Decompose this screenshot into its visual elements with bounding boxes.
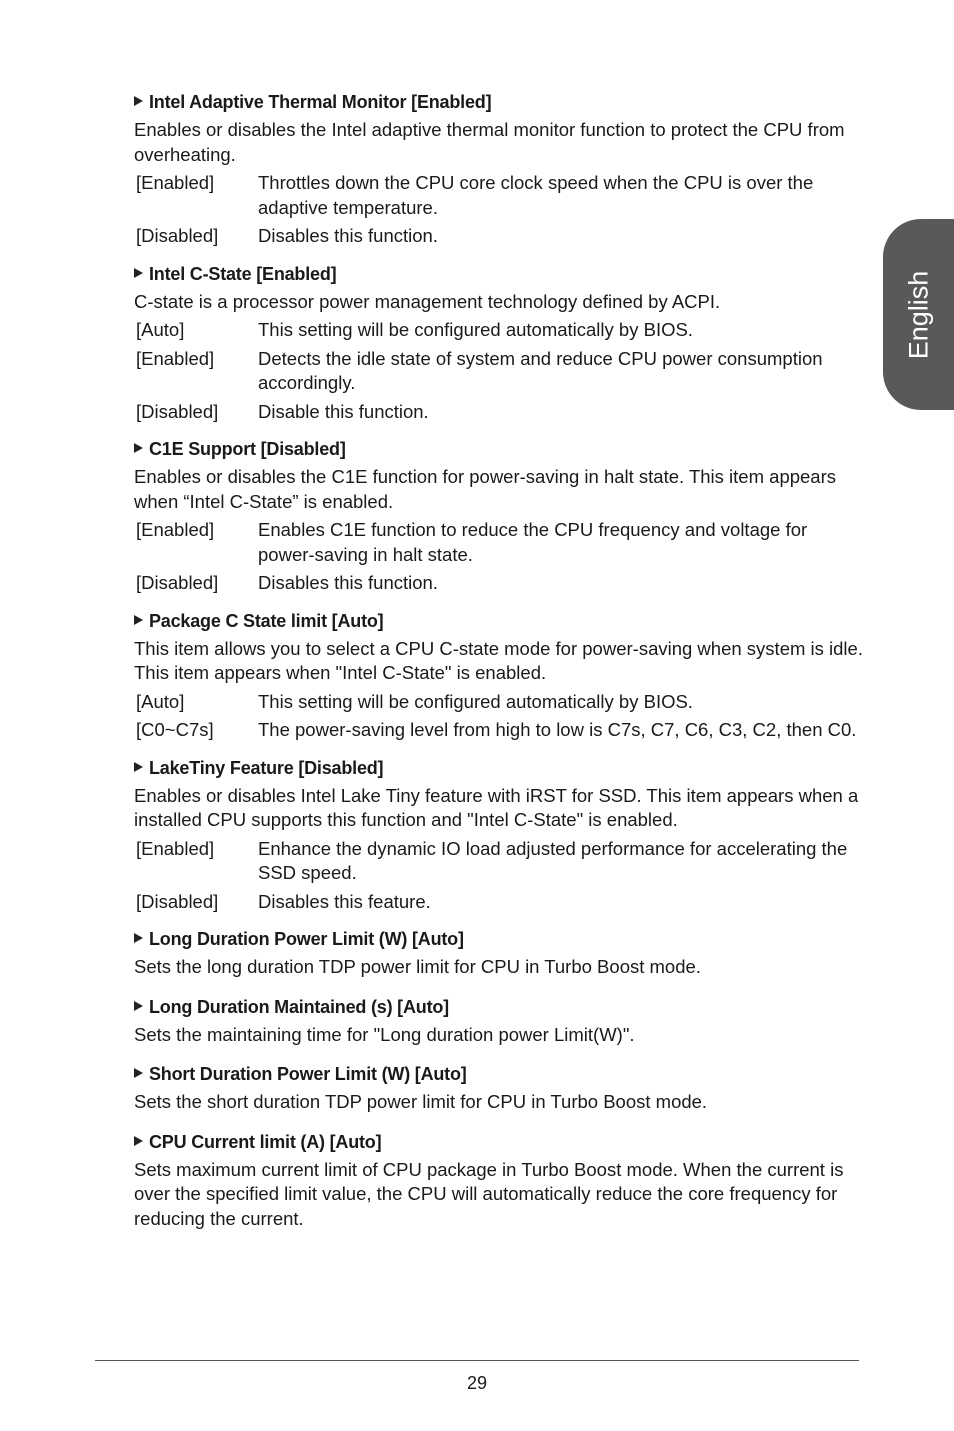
option-key: [Disabled] [136,890,219,912]
section-title: Intel C-State [Enabled] [149,263,337,284]
option-row [134,318,864,343]
manual-content [134,89,864,1243]
section-title: Package C State limit [Auto] [149,610,384,631]
section-short-duration-power-limit [134,1061,864,1115]
section-description: Sets maximum current limit of CPU package in Turbo Boost mode. When the current is over the specified limit value, the CPU will automatically reduce the core frequency for reducing the current. [134,1158,844,1229]
section-cpu-current-limit [134,1129,864,1232]
triangle-bullet-icon [134,1001,143,1011]
option-row [134,690,864,715]
option-value: The power-saving level from high to low is C7s, C7, C6, C3, C2, then C0. [258,719,857,740]
section-long-duration-power-limit [134,926,864,980]
option-key: [Disabled] [136,225,219,246]
section-c1e-support [134,436,864,596]
option-row [134,400,864,425]
option-row [134,171,864,220]
section-heading [134,89,864,115]
option-value: Disables this function. [258,225,438,246]
section-heading [134,755,864,781]
option-key: [Enabled] [136,519,215,540]
section-title: Long Duration Maintained (s) [Auto] [149,996,449,1017]
option-value: Enables C1E function to reduce the CPU frequency and voltage for power-saving in halt state. [258,519,808,565]
option-row [134,224,864,249]
section-intel-c-state [134,261,864,425]
section-description: This item allows you to select a CPU C-state mode for power-saving when system is idle. This item appears when "Intel C-State" is enabled. [134,637,863,683]
option-row [134,837,864,886]
section-description: Sets the long duration TDP power limit for CPU in Turbo Boost mode. [134,956,701,977]
language-tab [883,219,954,410]
option-row [134,890,864,915]
section-heading [134,926,864,952]
section-heading [134,436,864,462]
option-value: Throttles down the CPU core clock speed when the CPU is over the adaptive temperature. [258,172,814,218]
triangle-bullet-icon [134,1068,143,1078]
section-description: Enables or disables Intel Lake Tiny feature with iRST for SSD. This item appears when a installed CPU supports this function and "Intel C-State" is enabled. [134,784,859,830]
triangle-bullet-icon [134,615,143,625]
section-title: CPU Current limit (A) [Auto] [149,1131,382,1152]
option-value: This setting will be configured automatically by BIOS. [258,690,693,712]
option-value: Detects the idle state of system and reduce CPU power consumption accordingly. [258,347,823,393]
section-heading [134,1129,864,1155]
section-description: Enables or disables the C1E function for power-saving in halt state. This item appears when “Intel C-State” is enabled. [134,466,837,512]
option-row [134,347,864,396]
option-value: Enhance the dynamic IO load adjusted performance for accelerating the SSD speed. [258,837,848,883]
page-number: 29 [466,1373,488,1393]
section-title: LakeTiny Feature [Disabled] [149,757,384,778]
section-title: Long Duration Power Limit (W) [Auto] [149,929,464,949]
language-tab-label: English [903,270,933,359]
triangle-bullet-icon [134,1136,143,1146]
triangle-bullet-icon [134,443,143,453]
option-value: Disables this function. [258,572,438,593]
section-heading [134,994,864,1020]
option-value: Disables this feature. [258,890,431,912]
section-heading [134,608,864,634]
option-key: [Enabled] [136,172,215,193]
option-value: Disable this function. [258,400,429,422]
option-row [134,718,864,743]
option-row [134,518,864,567]
section-title: C1E Support [Disabled] [149,439,346,459]
option-key: [C0~C7s] [136,719,214,740]
section-description: Enables or disables the Intel adaptive thermal monitor function to protect the CPU from overheating. [134,119,845,165]
triangle-bullet-icon [134,96,143,106]
triangle-bullet-icon [134,268,143,278]
option-key: [Disabled] [136,400,219,422]
option-key: [Enabled] [136,837,215,859]
section-description: Sets the maintaining time for "Long duration power Limit(W)". [134,1023,635,1045]
section-description: Sets the short duration TDP power limit for CPU in Turbo Boost mode. [134,1091,708,1112]
option-key: [Disabled] [136,572,219,593]
section-description: C-state is a processor power management technology defined by ACPI. [134,290,721,312]
section-heading [134,261,864,287]
option-row [134,571,864,596]
option-key: [Enabled] [136,347,215,369]
section-long-duration-maintained [134,994,864,1048]
footer-divider [95,1360,859,1361]
section-heading [134,1061,864,1087]
section-title: Intel Adaptive Thermal Monitor [Enabled] [149,92,492,112]
section-package-c-state-limit [134,608,864,743]
option-value: This setting will be configured automatically by BIOS. [258,319,693,340]
triangle-bullet-icon [134,762,143,772]
triangle-bullet-icon [134,933,143,943]
option-key: [Auto] [136,690,185,712]
section-laketiny-feature [134,755,864,915]
section-title: Short Duration Power Limit (W) [Auto] [149,1064,467,1084]
section-adaptive-thermal-monitor [134,89,864,249]
option-key: [Auto] [136,319,185,340]
